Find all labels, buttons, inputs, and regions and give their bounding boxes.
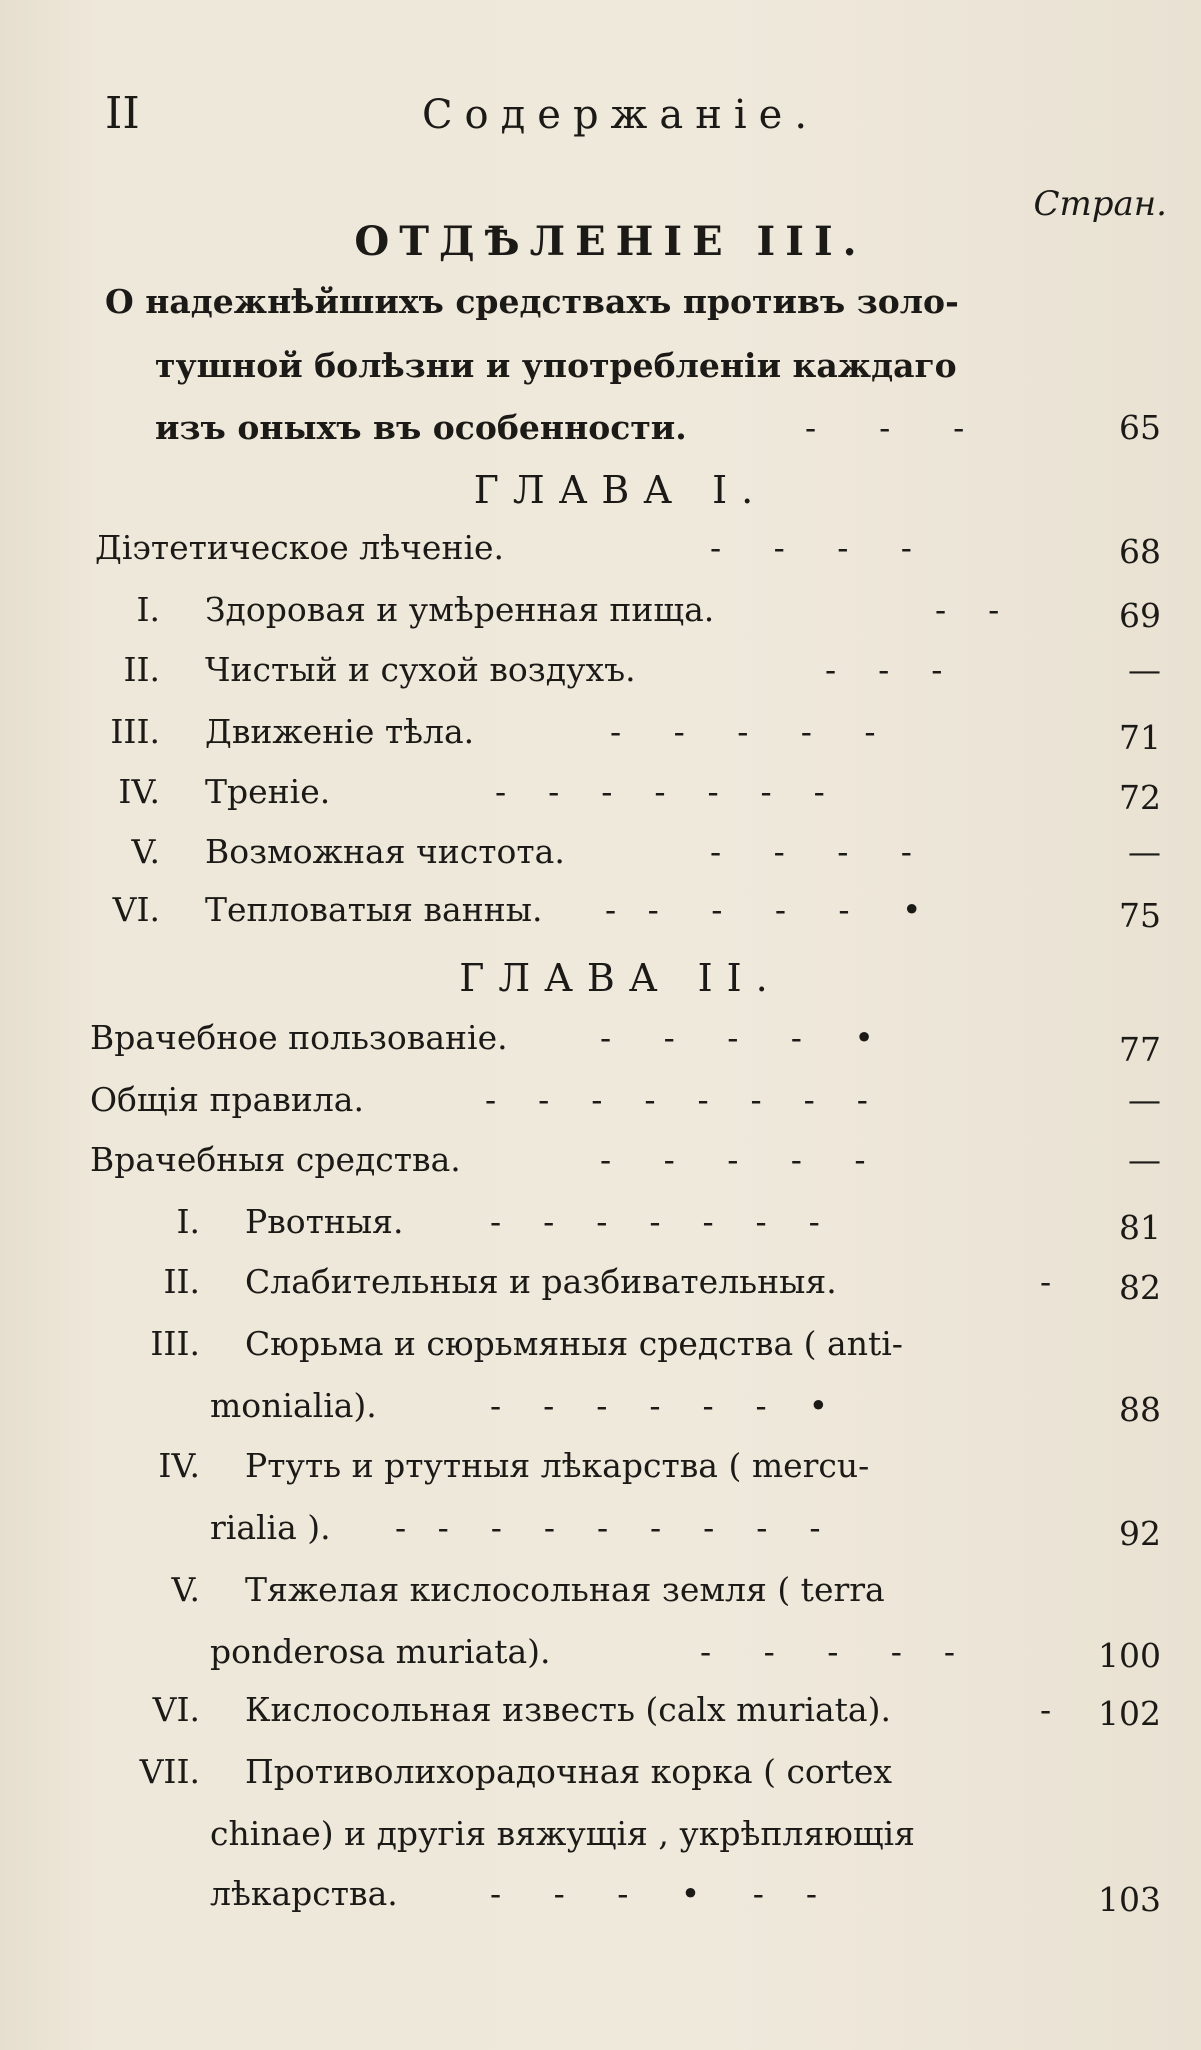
toc-entry-title: Треніе. <box>205 772 331 811</box>
toc-entry-title: Сюрьма и сюрьмяныя средства ( anti- <box>245 1324 903 1363</box>
item-number: V. <box>131 832 160 871</box>
leader-dots: - - - - <box>710 832 912 871</box>
item-number: III. <box>150 1324 200 1363</box>
page-reference: — <box>1128 1080 1161 1119</box>
page-number: II <box>105 88 140 139</box>
item-number: IV. <box>118 772 160 811</box>
toc-entry-continuation: ponderosa muriata). <box>210 1632 551 1671</box>
page-column-label: Стран. <box>1033 184 1167 224</box>
toc-entry-title: Слабительныя и разбивательныя. <box>245 1262 837 1301</box>
page-reference: 72 <box>1119 778 1161 817</box>
toc-entry-continuation: лѣкарства. <box>210 1874 398 1913</box>
leader-dots: - - - - <box>710 528 912 567</box>
toc-entry-continuation: monialia). <box>210 1386 377 1425</box>
leader-dots: - - - - • <box>600 1018 874 1057</box>
chapter-heading: ГЛАВА II. <box>459 956 782 1000</box>
page-reference: 88 <box>1119 1390 1161 1429</box>
page-reference: 103 <box>1098 1880 1161 1919</box>
item-number: IV. <box>158 1446 200 1485</box>
toc-entry-continuation: rialia ). <box>210 1508 331 1547</box>
toc-entry-title: Здоровая и умѣренная пища. <box>205 590 715 629</box>
page-reference: 102 <box>1098 1694 1161 1733</box>
leader-dots: - - - - - - - - - <box>395 1508 821 1547</box>
page-reference: 65 <box>1119 408 1161 447</box>
leader-dots: - - - - - <box>600 1140 866 1179</box>
leader-dots: - <box>1040 1262 1052 1301</box>
toc-entry-title: Діэтетическое лѣченіе. <box>95 528 505 567</box>
page-reference: 82 <box>1119 1268 1161 1307</box>
leader-dots: - - - - - <box>700 1632 956 1671</box>
toc-entry-title: Общія правила. <box>90 1080 364 1119</box>
toc-entry-title: Тепловатыя ванны. <box>205 890 543 929</box>
leader-dots: - - - - - - - <box>490 1202 820 1241</box>
item-number: VI. <box>112 890 160 929</box>
toc-entry-title: Возможная чистота. <box>205 832 565 871</box>
page-reference: 100 <box>1098 1636 1161 1675</box>
page-reference: 69 <box>1119 596 1161 635</box>
leader-dots: - - - - - - - - <box>485 1080 868 1119</box>
toc-entry-title: Рвотныя. <box>245 1202 404 1241</box>
item-number: I. <box>136 590 160 629</box>
leader-dots: - - - - - - • <box>490 1386 829 1425</box>
page-reference: 75 <box>1119 896 1161 935</box>
item-number: II. <box>163 1262 200 1301</box>
section-title-line: тушной болѣзни и употребленіи каждаго <box>155 346 957 385</box>
page-reference: 71 <box>1119 718 1161 757</box>
toc-entry-title: Врачебное пользованіе. <box>90 1018 508 1057</box>
toc-entry-title: Тяжелая кислосольная земля ( terra <box>245 1570 885 1609</box>
item-number: II. <box>123 650 160 689</box>
item-number: V. <box>171 1570 200 1609</box>
item-number: III. <box>110 712 160 751</box>
running-title: Содержаніе. <box>421 92 820 138</box>
chapter-heading: ГЛАВА I. <box>473 468 768 512</box>
toc-entry-title: Противолихорадочная корка ( cortex <box>245 1752 892 1791</box>
item-number: VII. <box>139 1752 200 1791</box>
leader-dots: - - - <box>805 408 965 447</box>
toc-entry-title: Ртуть и ртутныя лѣкарства ( mercu- <box>245 1446 870 1485</box>
item-number: VI. <box>152 1690 200 1729</box>
leader-dots: - - - - - • <box>605 890 922 929</box>
page-reference: — <box>1128 832 1161 871</box>
page-reference: 92 <box>1119 1514 1161 1553</box>
toc-entry-title: Кислосольная известь (calx muriata). <box>245 1690 891 1729</box>
toc-entry-title: Чистый и сухой воздухъ. <box>205 650 636 689</box>
leader-dots: - - - - - <box>610 712 876 751</box>
section-heading: ОТДѢЛЕНІЕ III. <box>354 218 867 265</box>
toc-entry-continuation: chinae) и другія вяжущія , укрѣпляющія <box>210 1814 915 1853</box>
page-reference: — <box>1128 1140 1161 1179</box>
leader-dots: - - - - - - - <box>495 772 825 811</box>
toc-entry-title: Движеніе тѣла. <box>205 712 475 751</box>
leader-dots: - - <box>935 590 1000 629</box>
section-title-line: изъ оныхъ въ особенности. <box>155 408 687 447</box>
page-reference: 77 <box>1119 1030 1161 1069</box>
section-title-line: О надежнѣйшихъ средствахъ противъ золо- <box>105 282 959 321</box>
leader-dots: - <box>1040 1690 1052 1729</box>
item-number: I. <box>176 1202 200 1241</box>
leader-dots: - - - • - - <box>490 1874 817 1913</box>
leader-dots: - - - <box>825 650 943 689</box>
page-reference: 81 <box>1119 1208 1161 1247</box>
toc-entry-title: Врачебныя средства. <box>90 1140 461 1179</box>
page-reference: — <box>1128 650 1161 689</box>
page-reference: 68 <box>1119 532 1161 571</box>
